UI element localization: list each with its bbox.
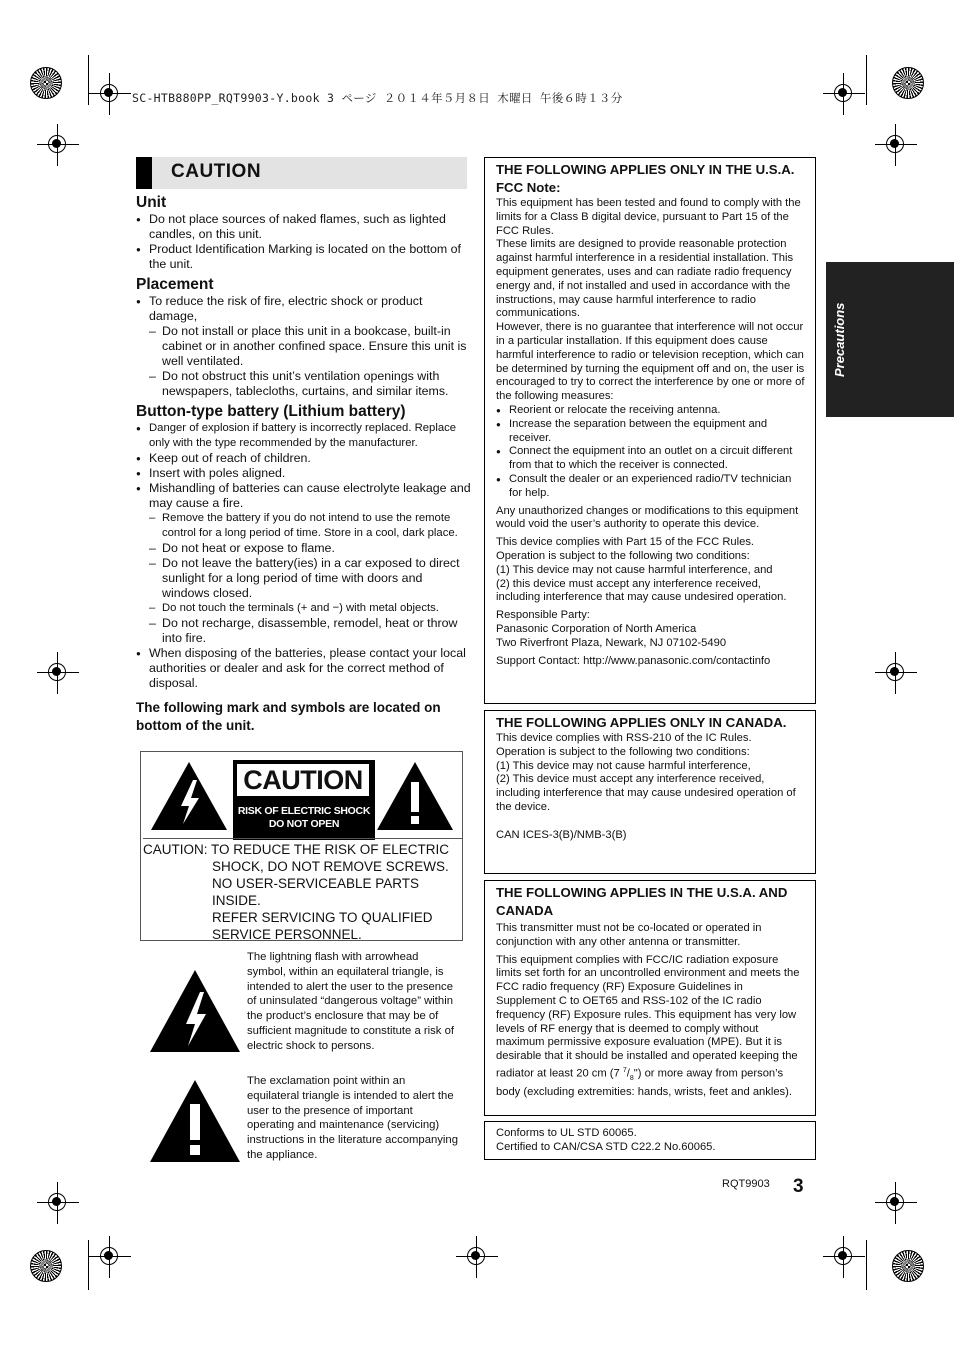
registration-mark <box>831 81 857 107</box>
list-item: ● Consult the dealer or an experienced radio/TV technician for help. <box>496 473 805 501</box>
caution-warning-line: CAUTION: TO REDUCE THE RISK OF ELECTRIC <box>143 842 450 857</box>
list-item: ● Danger of explosion if battery is incorrectly replaced. Replace only with the type recommended by the manufacturer. <box>136 421 471 451</box>
exclamation-triangle-icon <box>375 760 455 832</box>
side-tab-label: Precautions <box>832 302 847 377</box>
registration-mark <box>45 660 71 686</box>
paragraph: Two Riverfront Plaza, Newark, NJ 07102-5490 <box>496 636 727 649</box>
list-item: ● Increase the separation between the equipment and receiver. <box>496 418 805 446</box>
marks-note: The following mark and symbols are located on bottom of the unit. <box>136 700 441 733</box>
conforms-box <box>484 1121 816 1160</box>
registration-mark <box>464 1244 490 1270</box>
left-column <box>136 193 471 735</box>
fraction-denominator: 8 <box>629 1074 634 1082</box>
list-item: ● Product Identification Marking is located on the bottom of the unit. <box>136 242 471 272</box>
paragraph: This device complies with RSS-210 of the IC Rules. <box>496 732 752 744</box>
caution-bar-marker <box>136 157 152 189</box>
paragraph: (2) this device must accept any interference received, including interference that may cause undesired operation. <box>496 577 787 604</box>
list-item: ● When disposing of the batteries, please contact your local authorities or dealer and ask for the correct method of disposal. <box>136 646 471 691</box>
side-tab <box>826 262 954 417</box>
canada-heading: THE FOLLOWING APPLIES ONLY IN CANADA. <box>496 715 787 730</box>
paragraph: Any unauthorized changes or modifications to this equipment would void the user’s authority to operate this device. <box>496 504 799 531</box>
list-item: ● Reorient or relocate the receiving antenna. <box>496 404 805 418</box>
registration-mark <box>45 132 71 158</box>
paragraph: (1) This device may not cause harmful interference, <box>496 759 751 772</box>
caution-warning-line: NO USER-SERVICEABLE PARTS <box>212 876 420 891</box>
sub-item: – Do not leave the battery(ies) in a car exposed to direct sunlight for a long period of time with doors and windows closed. <box>136 556 471 601</box>
book-header: SC-HTB880PP_RQT9903-Y.book 3 ページ ２０１４年５月８日 木曜日 午後６時１３分 <box>132 91 623 105</box>
paragraph: However, there is no guarantee that interference will not occur in a particular installation. If this equipment does cause harmful interference to radio or television reception, which can be determined by turning the equipment off and on, the user is encouraged to try to correct the interference by one or more of the following measures: <box>496 321 805 403</box>
exclamation-explanation: The exclamation point within an equilateral triangle is intended to alert the user to the presence of important operating and maintenance (servicing) instructions in the literature accompanying the appliance. <box>247 1075 458 1161</box>
caution-bar <box>136 157 467 189</box>
battery-heading: Button-type battery (Lithium battery) <box>136 403 406 420</box>
document-code: RQT9903 <box>722 1178 770 1190</box>
registration-mark <box>831 1244 857 1270</box>
crop-line <box>866 1240 867 1290</box>
usa-canada-box <box>484 880 816 1116</box>
registration-mark <box>883 132 909 158</box>
caution-warning-line: SHOCK, DO NOT REMOVE SCREWS. <box>212 859 449 874</box>
registration-mark <box>883 1190 909 1216</box>
caution-warning-line: INSIDE. <box>212 893 261 908</box>
crop-line <box>88 55 89 105</box>
caution-label-box <box>140 751 463 941</box>
support-contact: Support Contact: http://www.panasonic.com/contactinfo <box>496 654 771 667</box>
paragraph: Operation is subject to the following two conditions: <box>496 549 750 562</box>
paragraph: Certified to CAN/CSA STD C22.2 No.60065. <box>496 1140 716 1153</box>
sub-item: – Do not heat or expose to flame. <box>136 541 471 556</box>
crop-line <box>88 1240 89 1290</box>
paragraph: (1) This device may not cause harmful interference, and <box>496 563 773 576</box>
registration-mark <box>45 1190 71 1216</box>
lightning-explanation: The lightning flash with arrowhead symbol, within an equilateral triangle, is intended to alert the user to the presence of uninsulated “dangerous voltage” within the product’s enclosure that may be of sufficient magnitude to constitute a risk of electric shock to persons. <box>247 951 455 1052</box>
paragraph-text: This equipment complies with FCC/IC radiation exposure limits set forth for an uncontrolled environment and meets the FCC radio frequency (RF) Exposure Guidelines in Supplement C to OET65 and RSS-102 of the IC radio frequency (RF) Exposure rules. This equipment has very low levels of RF energy that is deemed to comply without maximum permissive exposure evaluation (MPE). But it is desirable that it should be installed and operated keeping the radiator at least 20 cm (7 <box>496 953 800 1080</box>
paragraph: This equipment has been tested and found to comply with the limits for a Class B digital device, pursuant to Part 15 of the FCC Rules. <box>496 197 801 237</box>
paragraph: This device complies with Part 15 of the FCC Rules. <box>496 536 755 549</box>
sub-item: – Do not touch the terminals (+ and −) with metal objects. <box>136 601 471 616</box>
exclamation-triangle-icon <box>148 1078 242 1164</box>
paragraph-text: ") or more away from person’s body (excluding extremities: hands, wrists, feet and ankles). <box>496 1067 792 1098</box>
caution-warning-line: SERVICE PERSONNEL. <box>212 927 362 942</box>
paragraph: These limits are designed to provide reasonable protection against harmful interference in a residential installation. This equipment generates, uses and can radiate radio frequency energy and, if not installed and used in accordance with the instructions, may cause harmful interference to radio communications. <box>496 238 794 320</box>
registration-starburst <box>30 67 62 99</box>
usa-box <box>484 157 816 704</box>
paragraph: Conforms to UL STD 60065. <box>496 1127 637 1139</box>
paragraph: Panasonic Corporation of North America <box>496 622 697 635</box>
caution-warning-text <box>143 838 463 943</box>
sub-item: – Do not install or place this unit in a bookcase, built-in cabinet or in another confined space. Ensure this unit is well ventilated. <box>136 324 471 369</box>
caution-label-line1: RISK OF ELECTRIC SHOCK <box>237 805 371 817</box>
lightning-triangle-icon <box>148 968 242 1054</box>
paragraph: Responsible Party: <box>496 609 590 622</box>
registration-mark <box>883 660 909 686</box>
caution-label-line2: DO NOT OPEN <box>268 818 340 830</box>
canada-box <box>484 710 816 874</box>
caution-label <box>233 760 375 840</box>
placement-heading: Placement <box>136 276 214 293</box>
paragraph: Operation is subject to the following two conditions: <box>496 745 750 758</box>
usa-heading: THE FOLLOWING APPLIES ONLY IN THE U.S.A. <box>496 162 795 177</box>
paragraph: This transmitter must not be co-located or operated in conjunction with any other antenna or transmitter. <box>496 922 762 948</box>
usa-canada-heading: THE FOLLOWING APPLIES IN THE U.S.A. AND CANADA <box>496 885 788 918</box>
paragraph: (2) This device must accept any interference received, including interference that may cause undesired operation of the device. <box>496 773 796 813</box>
sub-item: – Do not recharge, disassemble, remodel, heat or throw into fire. <box>136 616 471 646</box>
fcc-note-heading: FCC Note: <box>496 180 561 195</box>
list-item: ● Keep out of reach of children. <box>136 451 471 466</box>
registration-mark <box>97 1244 123 1270</box>
list-item: ● To reduce the risk of fire, electric shock or product damage, <box>136 294 471 324</box>
fraction-numerator: 7 <box>622 1066 627 1074</box>
registration-starburst <box>30 1250 62 1282</box>
sub-item: – Remove the battery if you do not intend to use the remote control for a long period of time. Store in a cool, dark place. <box>136 511 471 541</box>
registration-starburst <box>892 1250 924 1282</box>
page-number: 3 <box>793 1176 804 1197</box>
lightning-triangle-icon <box>149 760 229 832</box>
list-item: ● Do not place sources of naked flames, such as lighted candles, on this unit. <box>136 212 471 242</box>
sub-item: – Do not obstruct this unit’s ventilation openings with newspapers, tablecloths, curtains, and similar items. <box>136 369 471 399</box>
caution-title: CAUTION <box>171 161 262 182</box>
crop-line <box>866 55 867 105</box>
unit-heading: Unit <box>136 194 167 211</box>
paragraph: CAN ICES-3(B)/NMB-3(B) <box>496 828 627 841</box>
caution-label-title: CAUTION <box>236 763 370 797</box>
registration-mark <box>97 81 123 107</box>
list-item: ● Insert with poles aligned. <box>136 466 471 481</box>
registration-starburst <box>892 67 924 99</box>
paragraph: This equipment complies with FCC/IC radiation exposure limits set forth for an uncontrolled environment and meets the FCC radio frequency (RF) Exposure Guidelines in Supplement C to OET65 and RSS-102 of the IC radio frequency (RF) Exposure rules. This equipment has very low levels of RF energy that is deemed to comply without maximum permissive exposure evaluation (MPE). But it is desirable that it should be installed and operated keeping the radiator at least 20 cm (7 $^7/_8$") or more away from person’s body (excluding extremities: hands, wrists, feet and ankles). <box>496 953 800 1098</box>
list-item: ● Connect the equipment into an outlet on a circuit different from that to which the receiver is connected. <box>496 445 805 473</box>
list-item: ● Mishandling of batteries can cause electrolyte leakage and may cause a fire. <box>136 481 471 511</box>
caution-warning-line: REFER SERVICING TO QUALIFIED <box>212 910 433 925</box>
